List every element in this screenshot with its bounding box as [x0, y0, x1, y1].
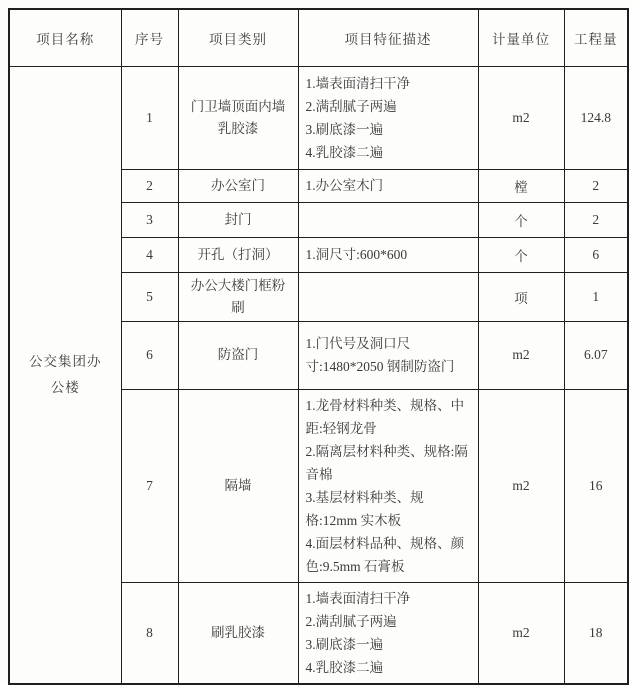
category-cell: 门卫墙顶面内墙乳胶漆: [178, 66, 298, 169]
feature-line: 2.满刮腻子两遍: [305, 98, 397, 114]
quantity-cell: 2: [564, 202, 628, 237]
feature-line: 3.基层材料种类、规格:12mm 实木板: [305, 489, 424, 528]
table-body: [9, 66, 628, 684]
category-cell: 办公室门: [178, 169, 298, 202]
feature-line: 4.乳胶漆二遍: [305, 659, 384, 675]
features-cell: [298, 66, 478, 169]
project-name-cell: 公交集团办公楼: [9, 66, 121, 684]
feature-line: 1.办公室木门: [305, 178, 384, 193]
category-cell: 刷乳胶漆: [178, 582, 298, 684]
quantity-cell: 16: [564, 389, 628, 582]
quantity-cell: 2: [564, 169, 628, 202]
feature-line: 3.刷底漆一遍: [305, 636, 384, 652]
quantity-cell: 6: [564, 237, 628, 272]
row-number-cell: 6: [121, 321, 178, 389]
unit-cell: m2: [478, 582, 564, 684]
row-number-cell: 8: [121, 582, 178, 684]
features-cell: [298, 389, 478, 582]
boq-table: [8, 8, 629, 685]
header-category: 项目类别: [178, 9, 298, 66]
header-quantity: 工程量: [564, 9, 628, 66]
row-number-cell: 5: [121, 272, 178, 321]
category-cell: 办公大楼门框粉刷: [178, 272, 298, 321]
row-number-cell: 2: [121, 169, 178, 202]
header-unit: 计量单位: [478, 9, 564, 66]
features-cell: [298, 169, 478, 202]
quantity-cell: 1: [564, 272, 628, 321]
quantity-cell: 6.07: [564, 321, 628, 389]
unit-cell: 项: [478, 272, 564, 321]
unit-cell: m2: [478, 66, 564, 169]
features-cell: [298, 272, 478, 321]
feature-line: 2.满刮腻子两遍: [305, 613, 397, 629]
feature-line: 1.洞尺寸:600*600: [305, 247, 408, 262]
features-cell: [298, 582, 478, 684]
feature-line: 1.龙骨材料种类、规格、中距:轻钢龙骨: [305, 397, 465, 436]
features-cell: [298, 202, 478, 237]
row-number-cell: 3: [121, 202, 178, 237]
category-cell: 开孔（打洞）: [178, 237, 298, 272]
row-number-cell: 1: [121, 66, 178, 169]
feature-line: 1.墙表面清扫干净: [305, 75, 411, 91]
row-number-cell: 4: [121, 237, 178, 272]
category-cell: 防盗门: [178, 321, 298, 389]
category-cell: 封门: [178, 202, 298, 237]
unit-cell: 个: [478, 237, 564, 272]
feature-line: 1.墙表面清扫干净: [305, 590, 411, 606]
header-project-name: 项目名称: [9, 9, 121, 66]
quantity-cell: 18: [564, 582, 628, 684]
feature-line: 4.面层材料品种、规格、颜色:9.5mm 石膏板: [305, 535, 465, 574]
features-cell: [298, 321, 478, 389]
unit-cell: 个: [478, 202, 564, 237]
feature-line: 4.乳胶漆二遍: [305, 144, 384, 160]
quantity-cell: 124.8: [564, 66, 628, 169]
category-cell: 隔墙: [178, 389, 298, 582]
header-serial-number: 序号: [121, 9, 178, 66]
unit-cell: 樘: [478, 169, 564, 202]
features-cell: [298, 237, 478, 272]
feature-line: 2.隔离层材料种类、规格:隔音棉: [305, 443, 468, 482]
feature-line: 1.门代号及洞口尺寸:1480*2050 钢制防盗门: [305, 336, 455, 374]
unit-cell: m2: [478, 389, 564, 582]
table-row: [9, 66, 628, 169]
unit-cell: m2: [478, 321, 564, 389]
feature-line: 3.刷底漆一遍: [305, 121, 384, 137]
header-row: [9, 9, 628, 66]
header-feature-description: 项目特征描述: [298, 9, 478, 66]
row-number-cell: 7: [121, 389, 178, 582]
